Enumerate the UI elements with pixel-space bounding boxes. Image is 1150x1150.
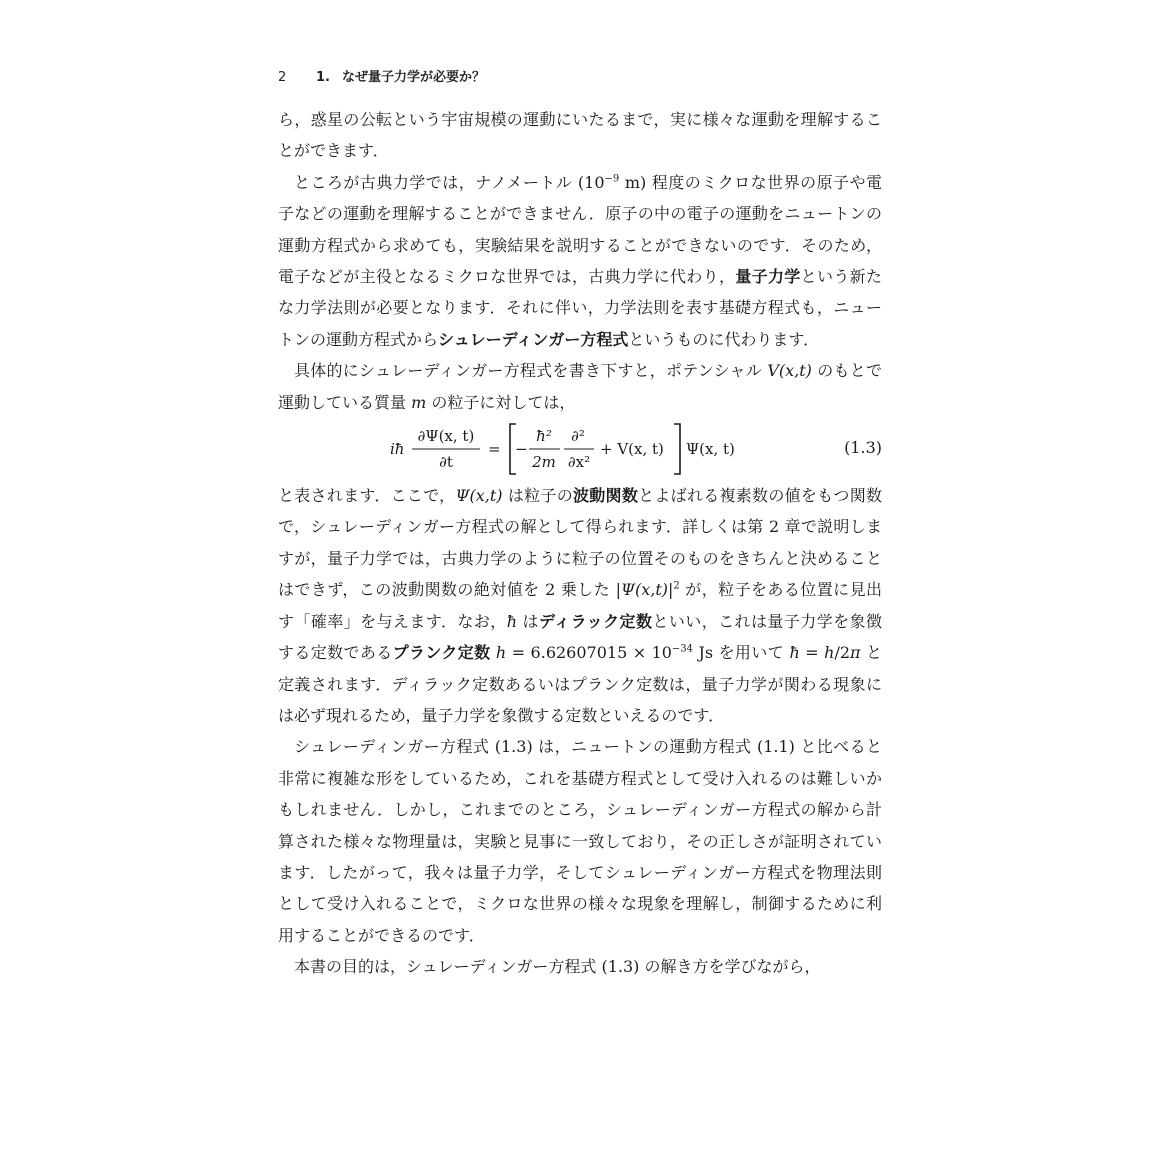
eq-second-derivative: ∂²: [571, 427, 585, 446]
inline-math: h: [495, 643, 507, 663]
inline-math: |Ψ(x,t)|: [615, 580, 674, 600]
text-run: Js を用いて: [693, 643, 790, 663]
schrodinger-equation: [278, 420, 882, 478]
eq-minus: −: [515, 440, 528, 459]
text-run: ところが古典力学では，ナノメートル (10: [294, 172, 605, 192]
text-run: = 6.62607015 × 10: [506, 643, 672, 663]
text-run: =: [799, 643, 825, 663]
chapter-title: なぜ量子力学が必要か？: [341, 70, 485, 85]
eq-lhs-denominator: ∂t: [439, 453, 453, 472]
text-run: というものに代わります．: [628, 329, 820, 349]
eq-potential-term: + V(x, t): [600, 440, 664, 459]
inline-math: V(x,t): [767, 361, 812, 381]
eq-hbar-squared: ħ²: [536, 427, 552, 446]
text-run: /2: [834, 643, 851, 663]
text-run: と表されます．ここで，: [278, 486, 456, 506]
eq-equals: =: [488, 440, 501, 459]
eq-dx-squared: ∂x²: [567, 453, 591, 472]
paragraph: [278, 167, 882, 355]
text-run: 具体的にシュレーディンガー方程式を書き下すと，ポテンシャル: [294, 361, 768, 381]
eq-ihbar: iħ: [390, 440, 405, 459]
text-run: といい，これは量子力学を象徴する定数である: [278, 611, 882, 663]
text-block-after-equation: [278, 480, 882, 983]
text-run: とよばれる複素数の値をもつ関数で，シュレーディンガー方程式の解として得られます．詳しくは第 2 章で説明しますが，量子力学では，古典力学のように粒子の位置そのものをきちんと決めることはできず，この波動関数の絶対値を 2 乗した: [278, 486, 882, 600]
paragraph: [278, 731, 882, 951]
superscript: −9: [604, 173, 620, 185]
text-run: シュレーディンガー方程式 (1.3) は，ニュートンの運動方程式 (1.1) と比べると非常に複雑な形をしているため，これを基礎方程式として受け入れるのは難しいかもしれません．しかし，これまでのところ，シュレーディンガー方程式の解から計算された様々な物理量は，実験と見事に一致しており，その正しさが証明されています．したがって，我々は量子力学，そしてシュレーディンガー方程式を物理法則として受け入れることで，ミクロな世界の様々な現象を理解し，制御するために利用することができるのです．: [278, 737, 882, 945]
superscript: 2: [673, 580, 680, 592]
inline-math: Ψ(x,t): [455, 486, 503, 506]
inline-math: ħ: [506, 611, 518, 631]
text-run: の粒子に対しては，: [426, 392, 576, 412]
eq-two-m: 2m: [532, 453, 556, 472]
paragraph: [278, 104, 882, 167]
inline-math: π: [850, 643, 861, 663]
text-run: は: [517, 611, 539, 631]
key-term: ディラック定数: [539, 611, 653, 631]
text-run: と定義されます．ディラック定数あるいはプランク定数は，量子力学が関わる現象には必ず現れるため，量子力学を象徴する定数といえるのです．: [278, 643, 882, 725]
running-head: [278, 66, 882, 86]
text-run: は粒子の: [502, 486, 573, 506]
equation-number: (1.3): [844, 438, 882, 458]
text-run: という新たな力学法則が必要となります．それに伴い，力学法則を表す基礎方程式も，ニュートンの運動方程式から: [278, 267, 882, 349]
eq-lhs-numerator: ∂Ψ(x, t): [417, 427, 475, 446]
key-term: シュレーディンガー方程式: [438, 329, 629, 349]
key-term: プランク定数: [392, 643, 491, 663]
paragraph: [278, 951, 882, 982]
text-run: 本書の目的は，シュレーディンガー方程式 (1.3) の解き方を学びながら，: [294, 957, 821, 977]
chapter-number: 1.: [316, 70, 330, 85]
text-run: ら，惑星の公転という宇宙規模の運動にいたるまで，実に様々な運動を理解することができます．: [278, 110, 882, 161]
inline-math: ħ: [789, 643, 800, 663]
key-term: 量子力学: [735, 267, 801, 287]
key-term: 波動関数: [573, 486, 639, 506]
paragraph: [278, 480, 882, 731]
equation-graphic: [388, 420, 748, 478]
text-run: のもとで運動している質量: [278, 361, 882, 412]
book-page: [278, 66, 882, 983]
eq-right-bracket: [674, 424, 680, 474]
text-run: が，粒子をある位置に見出す「確率」を与えます．なお，: [278, 580, 882, 631]
superscript: −34: [671, 643, 694, 655]
text-run: m) 程度のミクロな世界の原子や電子などの運動を理解することができません．原子の中の電子の運動をニュートンの運動方程式から求めても，実験結果を説明することができないのです．そのため，電子などが主役となるミクロな世界では，古典力学に代わり，: [278, 172, 882, 287]
paragraph: [278, 355, 882, 418]
eq-wavefunction: Ψ(x, t): [686, 440, 735, 459]
inline-math: m: [411, 392, 427, 412]
page-number: 2: [278, 70, 287, 85]
inline-math: h: [824, 643, 835, 663]
text-block-before-equation: [278, 104, 882, 418]
